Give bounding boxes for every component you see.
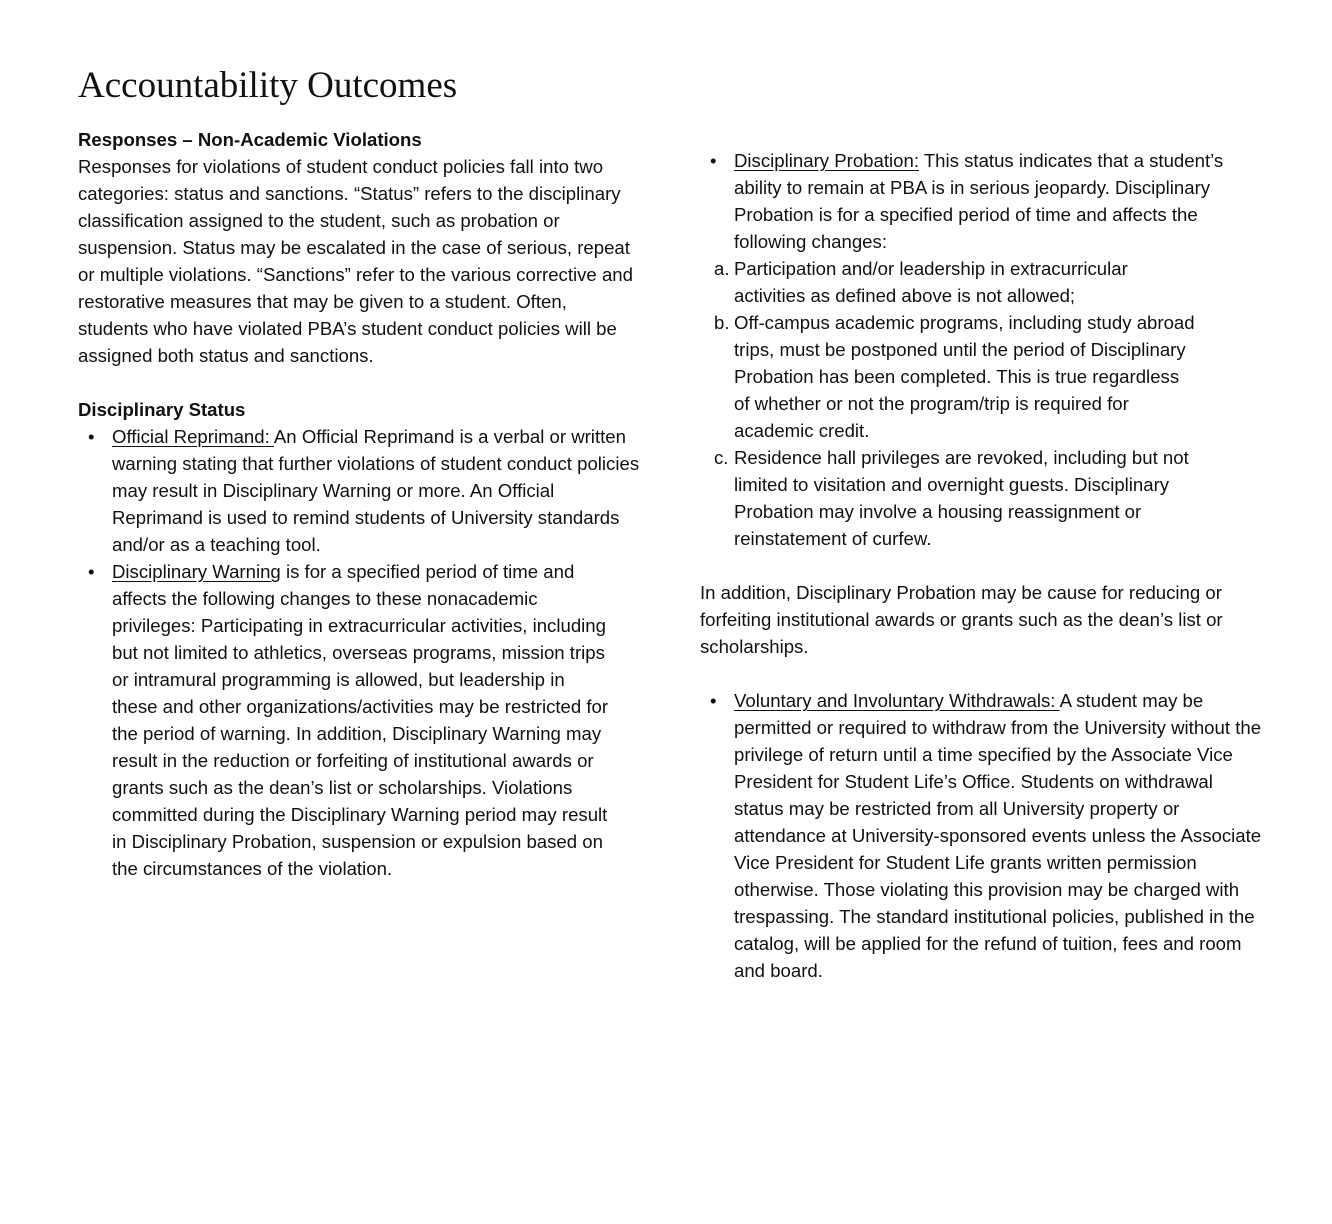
list-item-withdrawals: [700, 687, 1262, 984]
spacer: [700, 552, 1270, 579]
list-item-disciplinary-warning: [78, 558, 612, 882]
withdrawals-text: A student may be permitted or required to withdraw from the University without the privilege of return until a time specified by the Associate Vice President for Student Life’s Office. Students on withdrawal status may be restricted from all University property or attendance at University-sponsored events unless the Associate Vice President for Student Life grants written permission otherwise. Those violating this provision may be charged with trespassing. The standard institutional policies, published in the catalog, will be applied for the refund of tuition, fees and room and board.: [734, 690, 1262, 981]
list-item-official-reprimand: [78, 423, 643, 558]
change-text: Off-campus academic programs, including study abroad trips, must be postponed until the period of Disciplinary Probation has been completed. This is true regardless of whether or not the program/trip is required for academic credit.: [734, 312, 1195, 441]
term-official-reprimand: Official Reprimand:: [112, 426, 274, 447]
change-text: Residence hall privileges are revoked, including but not limited to visitation and overnight guests. Disciplinary Probation may involve a housing reassignment or reinstatement of curfew.: [734, 447, 1189, 549]
term-withdrawals: Voluntary and Involuntary Withdrawals:: [734, 690, 1060, 711]
spacer: [78, 369, 643, 396]
term-disciplinary-warning: Disciplinary Warning: [112, 561, 281, 582]
official-reprimand-text: An Official Reprimand is a verbal or written warning stating that further violations of student conduct policies may result in Disciplinary Warning or more. An Official Reprimand is used to remind students of University standards and/or as a teaching tool.: [112, 426, 640, 555]
list-marker: a.: [714, 258, 730, 279]
responses-paragraph: Responses for violations of student conduct policies fall into two categories: status and sanctions. “Status” refers to the disciplinary classification assigned to the student, such as probation or suspension. Status may be escalated in the case of serious, repeat or multiple violations. “Sanctions” refer to the various corrective and restorative measures that may be given to a student. Often, students who have violated PBA’s student conduct policies will be assigned both status and sanctions.: [78, 156, 633, 366]
list-marker: c.: [714, 447, 729, 468]
list-item-change-c: [700, 444, 1226, 552]
list-item-disciplinary-probation: [700, 147, 1250, 552]
disciplinary-warning-text: is for a specified period of time and affects the following changes to these nonacademic privileges: Participating in extracurricular activities, including but not limited to athletics, overseas programs, mission trips or intramural programming is allowed, but leadership in these and other organizations/activities may be restricted for the period of warning. In addition, Disciplinary Warning may result in the reduction or forfeiting of institutional awards or grants such as the dean’s list or scholarships. Violations committed during the Disciplinary Warning period may result in Disciplinary Probation, suspension or expulsion based on the circumstances of the violation.: [112, 561, 609, 879]
status-list: [78, 423, 643, 882]
change-text: Participation and/or leadership in extracurricular activities as defined above is not allowed;: [734, 258, 1128, 306]
probation-list: [700, 147, 1270, 552]
list-item-change-b: [700, 309, 1198, 444]
list-marker: b.: [714, 312, 730, 333]
left-column: [78, 126, 643, 882]
probation-addition-paragraph: In addition, Disciplinary Probation may be cause for reducing or forfeiting institutional awards or grants such as the dean’s list or scholarships.: [700, 582, 1223, 657]
disciplinary-status-heading: Disciplinary Status: [78, 399, 246, 420]
right-column: [700, 147, 1270, 984]
page-title: Accountability Outcomes: [78, 65, 458, 106]
term-disciplinary-probation: Disciplinary Probation:: [734, 150, 919, 171]
disciplinary-probation-text: This status indicates that a student’s ability to remain at PBA is in serious jeopardy. Disciplinary Probation is for a specified period of time and affects the following changes:: [734, 150, 1224, 252]
withdrawals-list: [700, 687, 1270, 984]
spacer: [700, 660, 1270, 687]
list-item-change-a: [700, 255, 1198, 309]
probation-changes-list: [700, 255, 1250, 552]
responses-heading: Responses – Non-Academic Violations: [78, 129, 422, 150]
